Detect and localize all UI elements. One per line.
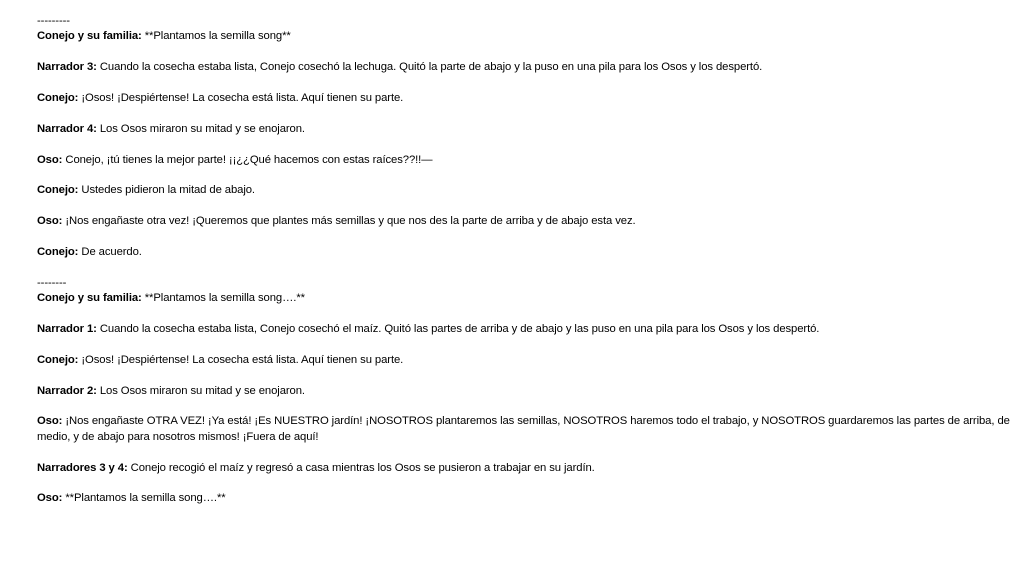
dialogue-line xyxy=(37,245,1017,260)
dialogue-line xyxy=(37,384,1017,399)
dialogue-line xyxy=(37,291,1017,306)
paragraph-gap xyxy=(37,199,1017,214)
dialogue-text: Los Osos miraron su mitad y se enojaron. xyxy=(96,384,305,397)
speaker-name: Conejo: xyxy=(37,184,79,197)
paragraph-gap xyxy=(37,168,1017,183)
dialogue-text: ¡Nos engañaste otra vez! ¡Queremos que plantes más semillas y que nos des la parte de arriba y de abajo esta vez. xyxy=(62,215,636,228)
dialogue-line xyxy=(37,91,1017,106)
dialogue-text: ¡Osos! ¡Despiértense! La cosecha está lista. Aquí tienen su parte. xyxy=(78,353,404,366)
speaker-name: Oso: xyxy=(37,415,63,428)
dialogue-text: ¡Osos! ¡Despiértense! La cosecha está lista. Aquí tienen su parte. xyxy=(78,92,404,104)
speaker-name: Narradores 3 y 4: xyxy=(37,461,128,474)
paragraph-gap xyxy=(37,76,1017,91)
speaker-name: Oso: xyxy=(37,215,63,228)
paragraph-gap xyxy=(37,476,1017,491)
dialogue-line xyxy=(37,29,1017,44)
speaker-name: Narrador 1: xyxy=(37,322,97,335)
paragraph-gap xyxy=(37,137,1017,152)
dialogue-text: ¡Nos engañaste OTRA VEZ! ¡Ya está! ¡Es NUESTRO jardín! ¡NOSOTROS plantaremos las semillas, NOSOTROS haremos todo el trabajo, y NOSOTROS guardaremos las partes de arriba, de medio, y de abajo para nosotros mismos! ¡Fuera de aquí! xyxy=(37,415,1010,443)
speaker-name: Oso: xyxy=(37,492,63,505)
dialogue-line xyxy=(37,122,1017,137)
paragraph-gap xyxy=(37,260,1017,275)
speaker-name: Oso: xyxy=(37,153,63,166)
dialogue-line xyxy=(37,491,1017,506)
dialogue-text: **Plantamos la semilla song….** xyxy=(141,292,305,305)
dialogue-text: De acuerdo. xyxy=(78,245,142,258)
speaker-name: Conejo: xyxy=(37,245,79,258)
dialogue-text: Los Osos miraron su mitad y se enojaron. xyxy=(96,122,305,135)
dialogue-text: Ustedes pidieron la mitad de abajo. xyxy=(78,184,255,197)
speaker-name: Conejo: xyxy=(37,353,79,366)
section-divider: --------- xyxy=(37,15,70,27)
dialogue-text: Conejo, ¡tú tienes la mejor parte! ¡¡¿¿Qué hacemos con estas raíces??!!— xyxy=(62,153,433,166)
dialogue-line xyxy=(37,183,1017,198)
speaker-name: Narrador 2: xyxy=(37,384,97,397)
paragraph-gap xyxy=(37,106,1017,121)
speaker-name: Conejo y su familia: xyxy=(37,30,142,43)
speaker-name: Conejo: xyxy=(37,92,79,104)
paragraph-gap xyxy=(37,368,1017,383)
dialogue-line xyxy=(37,60,1017,75)
speaker-name: Narrador 4: xyxy=(37,122,97,135)
dialogue-text: Cuando la cosecha estaba lista, Conejo cosechó la lechuga. Quitó la parte de abajo y la puso en una pila para los Osos y los despertó. xyxy=(96,61,763,74)
dialogue-line xyxy=(37,153,1017,168)
paragraph-gap xyxy=(37,307,1017,322)
speaker-name: Conejo y su familia: xyxy=(37,292,142,305)
speaker-name: Narrador 3: xyxy=(37,61,97,74)
dialogue-line xyxy=(37,461,1017,476)
dialogue-line xyxy=(37,322,1017,337)
paragraph-gap xyxy=(37,445,1017,460)
paragraph-gap xyxy=(37,230,1017,245)
script-text xyxy=(37,14,1017,507)
dialogue-line xyxy=(37,414,1017,445)
dialogue-text: **Plantamos la semilla song** xyxy=(141,30,291,43)
paragraph-gap xyxy=(37,45,1017,60)
dialogue-line xyxy=(37,214,1017,229)
dialogue-text: Conejo recogió el maíz y regresó a casa mientras los Osos se pusieron a trabajar en su jardín. xyxy=(127,461,595,474)
dialogue-text: Cuando la cosecha estaba lista, Conejo cosechó el maíz. Quitó las partes de arriba y de abajo y las puso en una pila para los Osos y los despertó. xyxy=(96,322,820,335)
dialogue-line xyxy=(37,353,1017,368)
dialogue-text: **Plantamos la semilla song….** xyxy=(62,492,226,505)
paragraph-gap xyxy=(37,399,1017,414)
section-divider: -------- xyxy=(37,276,67,289)
paragraph-gap xyxy=(37,337,1017,352)
